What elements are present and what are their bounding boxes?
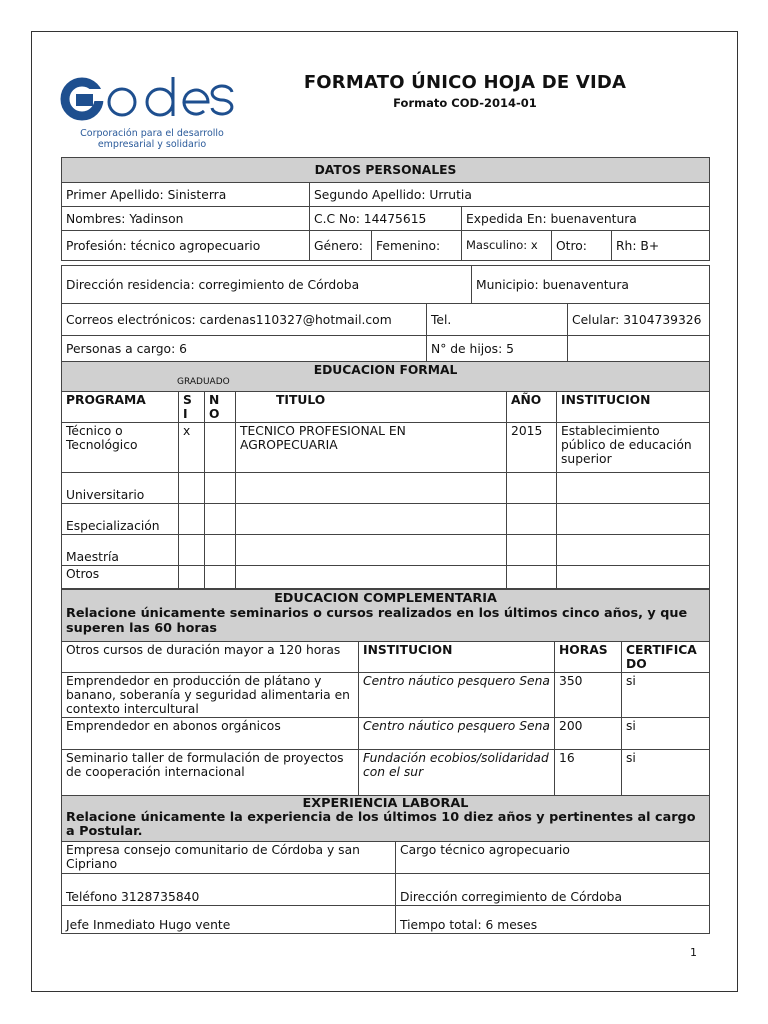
numero-hijos: N° de hijos: 5	[427, 336, 568, 363]
institucion-cell: Centro náutico pesquero Sena	[359, 673, 555, 718]
municipio: Municipio: buenaventura	[472, 266, 710, 304]
col-institucion-comp: INSTITUCION	[359, 642, 555, 673]
anio-cell	[507, 473, 557, 504]
nombres: Nombres: Yadinson	[62, 207, 310, 231]
personas-a-cargo: Personas a cargo: 6	[62, 336, 427, 363]
programa-cell: Maestría	[62, 535, 179, 566]
cargo: Cargo técnico agropecuario	[396, 842, 710, 874]
no-cell	[205, 535, 236, 566]
experiencia-instruction: Relacione únicamente la experiencia de los últimos 10 diez años y pertinentes al cargo a Postular.	[66, 810, 696, 839]
certificado-cell: si	[622, 673, 710, 718]
document-title: FORMATO ÚNICO HOJA DE VIDA	[303, 72, 627, 93]
document-subtitle: Formato COD-2014-01	[393, 96, 537, 110]
institucion-cell	[557, 504, 710, 535]
institucion-cell: Centro náutico pesquero Sena	[359, 718, 555, 750]
col-titulo: TITULO	[236, 392, 507, 423]
complementaria-instruction: Relacione únicamente seminarios o cursos realizados en los últimos cinco años, y que superen las 60 horas	[66, 606, 688, 636]
tiempo-total: Tiempo total: 6 meses	[396, 906, 710, 934]
datos-personales-table-2	[61, 265, 710, 363]
col-anio: AÑO	[507, 392, 557, 423]
no-cell	[205, 423, 236, 473]
direccion-empresa: Dirección corregimiento de Córdoba	[396, 874, 710, 906]
expedida-en: Expedida En: buenaventura	[462, 207, 710, 231]
datos-personales-table-1	[61, 157, 710, 261]
complementaria-title: EDUCACION COMPLEMENTARIA	[274, 591, 497, 606]
telefono: Tel.	[427, 304, 568, 336]
institucion-cell	[557, 535, 710, 566]
table-row	[62, 423, 710, 473]
table-row	[62, 504, 710, 535]
no-cell	[205, 473, 236, 504]
col-horas: HORAS	[555, 642, 622, 673]
programa-cell: Universitario	[62, 473, 179, 504]
titulo-cell: TECNICO PROFESIONAL EN AGROPECUARIA	[236, 423, 507, 473]
curso-cell: Seminario taller de formulación de proyectos de cooperación internacional	[62, 750, 359, 796]
experiencia-laboral-table	[61, 795, 710, 934]
certificado-cell: si	[622, 718, 710, 750]
femenino: Femenino:	[372, 231, 462, 261]
cedula: C.C No: 14475615	[310, 207, 462, 231]
empty-cell	[568, 336, 710, 363]
table-row	[62, 473, 710, 504]
horas-cell: 350	[555, 673, 622, 718]
col-cursos: Otros cursos de duración mayor a 120 horas	[62, 642, 359, 673]
datos-personales-header: DATOS PERSONALES	[62, 158, 710, 183]
titulo-cell	[236, 504, 507, 535]
celular: Celular: 3104739326	[568, 304, 710, 336]
col-institucion: INSTITUCION	[557, 392, 710, 423]
si-cell	[179, 566, 205, 589]
si-cell	[179, 504, 205, 535]
primer-apellido: Primer Apellido: Sinisterra	[62, 183, 310, 207]
programa-cell: Especialización	[62, 504, 179, 535]
otro: Otro:	[552, 231, 612, 261]
page-number: 1	[690, 946, 697, 959]
col-programa: PROGRAMA	[62, 392, 179, 423]
anio-cell: 2015	[507, 423, 557, 473]
jefe-inmediato: Jefe Inmediato Hugo vente	[62, 906, 396, 934]
table-row	[62, 566, 710, 589]
experiencia-title: EXPERIENCIA LABORAL	[302, 796, 469, 811]
empresa: Empresa consejo comunitario de Córdoba y san Cipriano	[62, 842, 396, 874]
direccion-residencia: Dirección residencia: corregimiento de Córdoba	[62, 266, 472, 304]
table-row	[62, 718, 710, 750]
graduado-label: GRADUADO	[177, 377, 230, 387]
curso-cell: Emprendedor en abonos orgánicos	[62, 718, 359, 750]
masculino: Masculino: x	[462, 231, 552, 261]
col-certificado: CERTIFICA DO	[622, 642, 710, 673]
institucion-cell	[557, 566, 710, 589]
certificado-cell: si	[622, 750, 710, 796]
logo-subtitle-line-2: empresarial y solidario	[97, 139, 207, 150]
institucion-cell: Fundación ecobios/solidaridad con el sur	[359, 750, 555, 796]
table-row	[62, 535, 710, 566]
table-row	[62, 750, 710, 796]
telefono-empresa: Teléfono 3128735840	[62, 874, 396, 906]
educacion-formal-header: EDUCACION FORMAL	[62, 362, 710, 392]
horas-cell: 200	[555, 718, 622, 750]
experiencia-header	[62, 796, 710, 842]
anio-cell	[507, 504, 557, 535]
no-cell	[205, 504, 236, 535]
anio-cell	[507, 566, 557, 589]
si-cell	[179, 473, 205, 504]
profesion: Profesión: técnico agropecuario	[62, 231, 310, 261]
programa-cell: Técnico o Tecnológico	[62, 423, 179, 473]
anio-cell	[507, 535, 557, 566]
horas-cell: 16	[555, 750, 622, 796]
table-row	[62, 673, 710, 718]
genero-label: Género:	[310, 231, 372, 261]
logo-subtitle	[62, 128, 242, 150]
col-no: N O	[205, 392, 236, 423]
titulo-cell	[236, 535, 507, 566]
si-cell	[179, 535, 205, 566]
logo-subtitle-line-1: Corporación para el desarrollo	[80, 128, 224, 139]
educacion-formal-table	[61, 361, 710, 589]
institucion-cell	[557, 473, 710, 504]
segundo-apellido: Segundo Apellido: Urrutia	[310, 183, 710, 207]
programa-cell: Otros	[62, 566, 179, 589]
no-cell	[205, 566, 236, 589]
si-cell: x	[179, 423, 205, 473]
correos-electronicos: Correos electrónicos: cardenas110327@hotmail.com	[62, 304, 427, 336]
titulo-cell	[236, 566, 507, 589]
curso-cell: Emprendedor en producción de plátano y banano, soberanía y seguridad alimentaria en contexto intercultural	[62, 673, 359, 718]
complementaria-header	[62, 590, 710, 642]
col-si: S I	[179, 392, 205, 423]
institucion-cell: Establecimiento público de educación superior	[557, 423, 710, 473]
titulo-cell	[236, 473, 507, 504]
rh: Rh: B+	[612, 231, 710, 261]
educacion-complementaria-table	[61, 589, 710, 796]
